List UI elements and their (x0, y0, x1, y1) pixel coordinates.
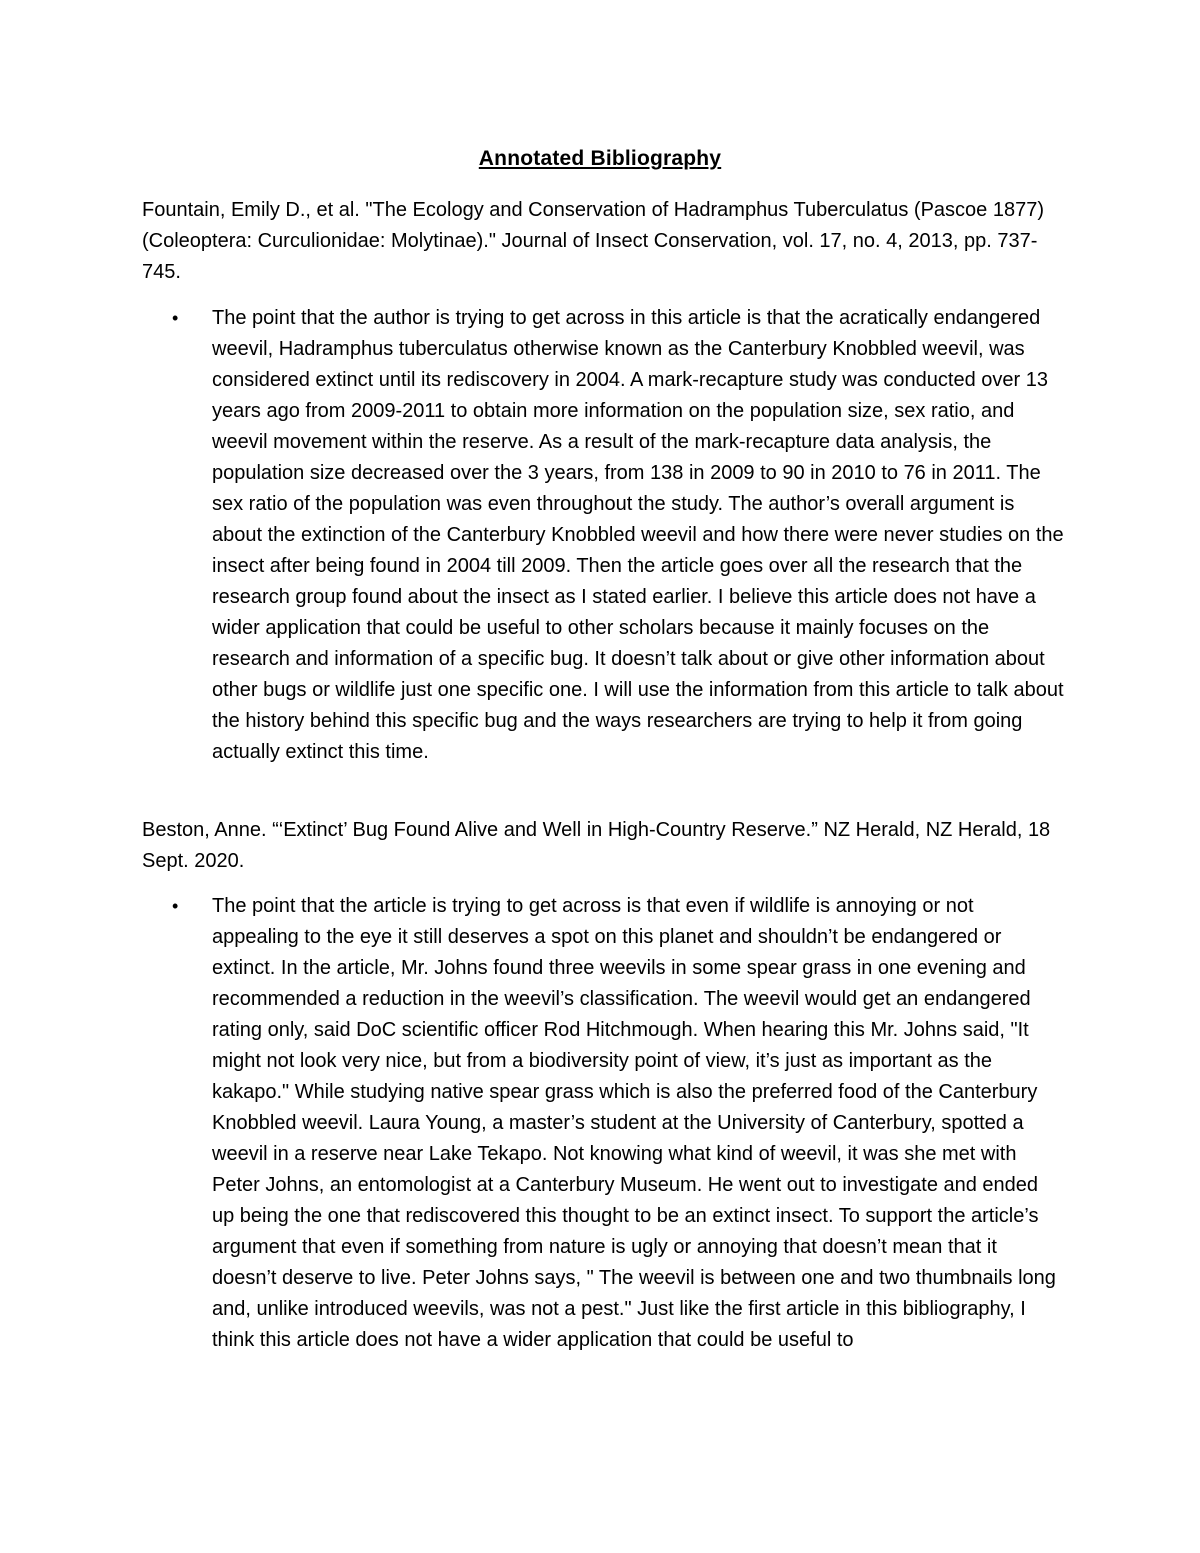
bullet-icon: • (172, 896, 179, 916)
annotation-entry-1: The point that the author is trying to get across in this article is that the acratically endangered weevil, Hadramphus tuberculatus otherwise known as the Canterbury Knobbled weevil, was considered extinct until its rediscovery in 2004. A mark-recapture study was conducted over 13 years ago from 2009-2011 to obtain more information on the population size, sex ratio, and weevil movement within the reserve. As a result of the mark-recapture data analysis, the population size decreased over the 3 years, from 138 in 2009 to 90 in 2010 to 76 in 2011. The sex ratio of the population was even throughout the study. The author’s overall argument is about the extinction of the Canterbury Knobbled weevil and how there were never studies on the insect after being found in 2004 till 2009. Then the article goes over all the research that the research group found about the insect as I stated earlier. I believe this article does not have a wider application that could be useful to other scholars because it mainly focuses on the research and information of a specific bug. It doesn’t talk about or give other information about other bugs or wildlife just one specific one. I will use the information from this article to talk about the history behind this specific bug and the ways researchers are trying to help it from going actually extinct this time. (212, 307, 1064, 763)
page-title: Annotated Bibliography (478, 147, 722, 170)
citation-entry-1: Fountain, Emily D., et al. "The Ecology and Conservation of Hadramphus Tuberculatus (Pascoe 1877) (Coleoptera: Curculionidae: Molytinae)." Journal of Insect Conservation, vol. 17, no. 4, 2013, pp. 737-745. (142, 199, 1045, 283)
bullet-icon: • (172, 308, 179, 328)
annotation-entry-2: The point that the article is trying to get across is that even if wildlife is annoying or not appealing to the eye it still deserves a spot on this planet and shouldn’t be endangered or extinct. In the article, Mr. Johns found three weevils in some spear grass in one evening and recommended a reduction in the weevil’s classification. The weevil would get an endangered rating only, said DoC scientific officer Rod Hitchmough. When hearing this Mr. Johns said, "It might not look very nice, but from a biodiversity point of view, it’s just as important as the kakapo." While studying native spear grass which is also the preferred food of the Canterbury Knobbled weevil. Laura Young, a master’s student at the University of Canterbury, spotted a weevil in a reserve near Lake Tekapo. Not knowing what kind of weevil, it was she met with Peter Johns, an entomologist at a Canterbury Museum. He went out to investigate and ended up being the one that rediscovered this thought to be an extinct insect. To support the article’s argument that even if something from nature is ugly or annoying that doesn’t mean that it doesn’t deserve to live. Peter Johns says, " The weevil is between one and two thumbnails long and, unlike introduced weevils, was not a pest." Just like the first article in this bibliography, I think this article does not have a wider application that could be useful to (212, 895, 1056, 1351)
citation-entry-2: Beston, Anne. “‘Extinct’ Bug Found Alive and Well in High-Country Reserve.” NZ Herald, NZ Herald, 18 Sept. 2020. (142, 819, 1051, 872)
